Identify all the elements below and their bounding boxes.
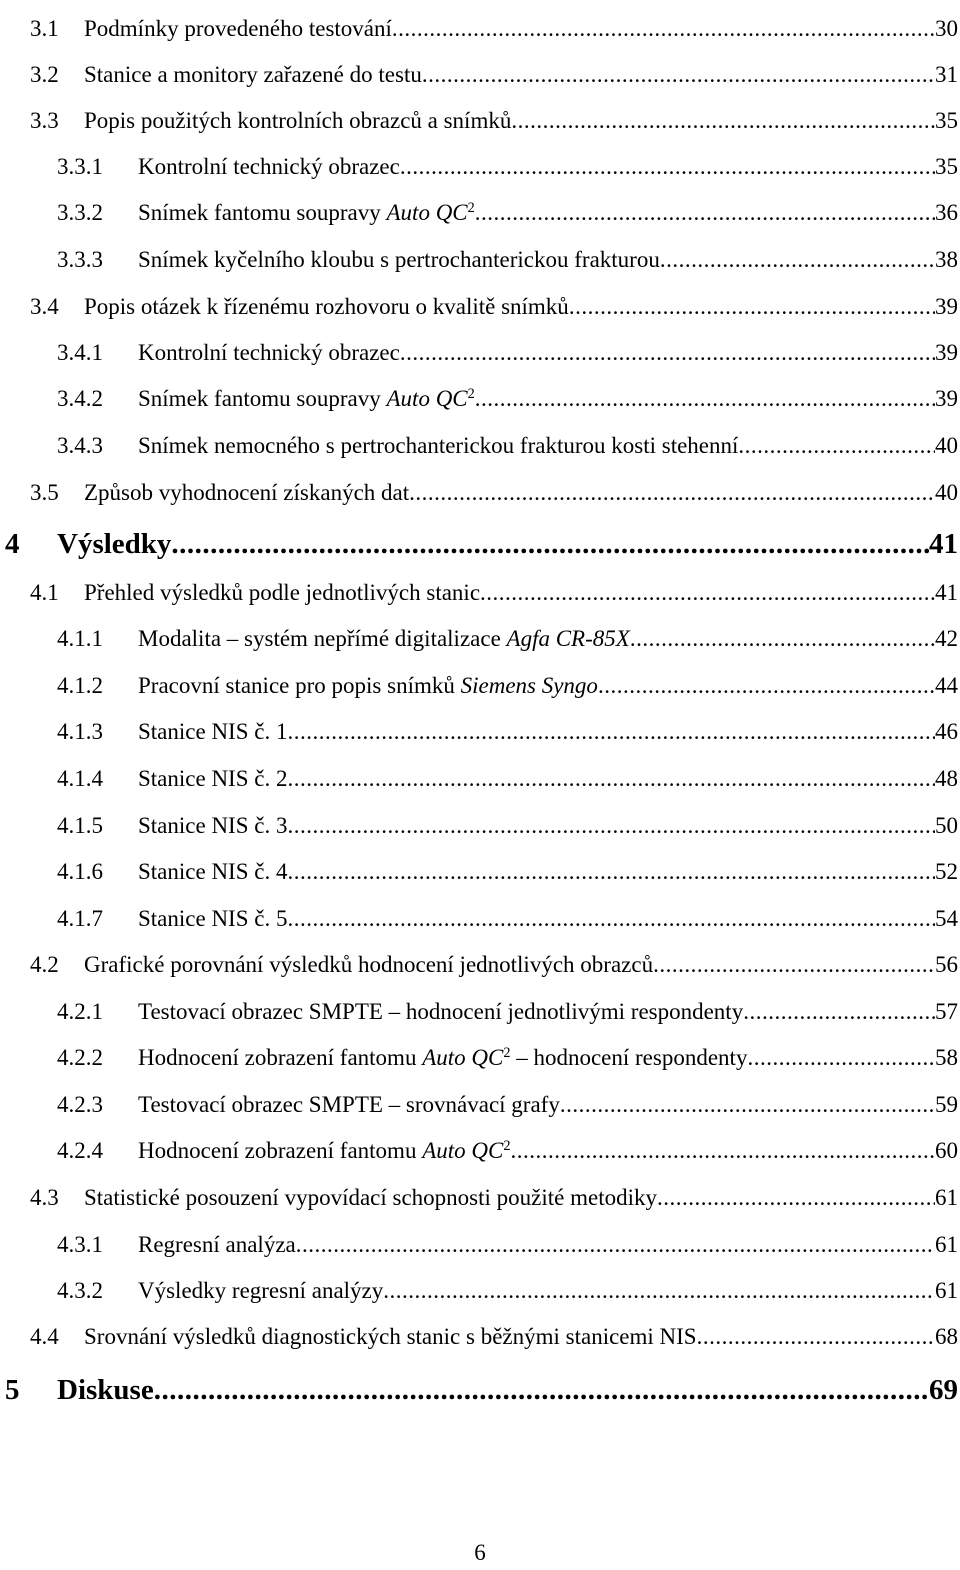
toc-entry[interactable] — [57, 809, 958, 843]
toc-entry-title — [138, 196, 475, 230]
title-text: Kontrolní technický obrazec — [138, 340, 400, 365]
toc-entry-number: 4.2.1 — [57, 999, 103, 1024]
dot-leader — [510, 1134, 935, 1168]
toc-entry-title — [138, 622, 630, 656]
toc-entry[interactable] — [5, 1370, 958, 1410]
toc-entry-title — [138, 382, 475, 416]
toc-entry-title — [138, 1088, 560, 1122]
toc-entry[interactable] — [30, 476, 958, 510]
dot-leader — [569, 290, 935, 324]
superscript: 2 — [467, 200, 475, 217]
dot-leader — [400, 150, 935, 184]
toc-entry[interactable] — [57, 762, 958, 796]
toc-entry-title — [138, 809, 287, 843]
toc-entry[interactable] — [57, 1134, 958, 1168]
toc-entry-page: 38 — [935, 247, 958, 272]
italic-term: Auto QC — [422, 1138, 504, 1163]
toc-entry-number: 4.1.1 — [57, 626, 103, 651]
toc-entry[interactable] — [57, 150, 958, 184]
toc-entry-page: 61 — [935, 1185, 958, 1210]
toc-entry[interactable] — [57, 995, 958, 1029]
toc-entry-number: 4.3 — [30, 1185, 59, 1210]
toc-entry-page: 39 — [935, 386, 958, 411]
toc-entry-page: 54 — [935, 906, 958, 931]
toc-entry[interactable] — [57, 902, 958, 936]
title-text: Grafické porovnání výsledků hodnocení jednotlivých obrazců — [84, 952, 654, 977]
toc-entry-title — [84, 948, 653, 982]
italic-term: Siemens Syngo — [460, 673, 598, 698]
dot-leader — [287, 855, 935, 889]
toc-entry-number: 4.1.7 — [57, 906, 103, 931]
toc-entry-number: 3.4 — [30, 294, 59, 319]
title-text: Výsledky — [57, 528, 172, 560]
toc-entry-page: 68 — [935, 1324, 958, 1349]
toc-entry[interactable] — [57, 243, 958, 277]
dot-leader — [287, 762, 935, 796]
toc-entry-title — [138, 150, 400, 184]
superscript: 2 — [503, 1138, 511, 1155]
dot-leader — [630, 622, 935, 656]
dot-leader — [409, 476, 935, 510]
toc-entry[interactable] — [30, 948, 958, 982]
toc-entry-page: 40 — [935, 480, 958, 505]
toc-entry-title — [84, 104, 511, 138]
toc-entry[interactable] — [57, 622, 958, 656]
title-text: Snímek nemocného s pertrochanterickou frakturou kosti stehenní — [138, 433, 739, 458]
title-text: Popis otázek k řízenému rozhovoru o kvalitě snímků — [84, 294, 569, 319]
toc-entry[interactable] — [57, 336, 958, 370]
toc-entry-number: 4.3.1 — [57, 1232, 103, 1257]
toc-entry-page: 35 — [935, 154, 958, 179]
toc-entry-title — [138, 762, 287, 796]
title-text: Hodnocení zobrazení fantomu — [138, 1045, 423, 1070]
toc-entry-title — [138, 715, 287, 749]
toc-entry-title — [138, 1228, 296, 1262]
toc-entry-title — [84, 476, 409, 510]
title-text: Pracovní stanice pro popis snímků — [138, 673, 461, 698]
title-text: Podmínky provedeného testování — [84, 16, 392, 41]
dot-leader — [743, 995, 935, 1029]
toc-entry-title — [84, 58, 422, 92]
dot-leader — [480, 576, 935, 610]
dot-leader — [653, 948, 935, 982]
toc-entry[interactable] — [57, 196, 958, 230]
toc-entry-page: 30 — [935, 16, 958, 41]
toc-entry-page: 44 — [935, 673, 958, 698]
toc-entry-page: 39 — [935, 294, 958, 319]
toc-entry[interactable] — [57, 429, 958, 463]
toc-entry[interactable] — [5, 524, 958, 564]
toc-entry-number: 3.3.1 — [57, 154, 103, 179]
toc-entry-number: 3.4.3 — [57, 433, 103, 458]
title-text: Stanice NIS č. 5 — [138, 906, 288, 931]
title-text: – hodnocení respondenty — [510, 1045, 748, 1070]
dot-leader — [475, 382, 935, 416]
toc-entry-page: 50 — [935, 813, 958, 838]
title-text: Popis použitých kontrolních obrazců a snímků — [84, 108, 512, 133]
toc-entry-title — [57, 1370, 154, 1410]
title-text: Přehled výsledků podle jednotlivých stanic — [84, 580, 481, 605]
title-text: Stanice NIS č. 2 — [138, 766, 288, 791]
toc-entry-number: 4.1.6 — [57, 859, 103, 884]
toc-entry-title — [138, 243, 660, 277]
toc-entry-number: 4 — [5, 528, 20, 560]
toc-entry[interactable] — [57, 1274, 958, 1308]
title-text: Snímek fantomu soupravy — [138, 200, 387, 225]
toc-entry-title — [138, 429, 738, 463]
title-text: Srovnání výsledků diagnostických stanic s běžnými stanicemi NIS — [84, 1324, 697, 1349]
toc-entry-number: 3.2 — [30, 62, 59, 87]
title-text: Diskuse — [57, 1374, 154, 1406]
toc-entry[interactable] — [30, 1181, 958, 1215]
dot-leader — [697, 1320, 935, 1354]
toc-entry-number: 3.4.2 — [57, 386, 103, 411]
toc-entry[interactable] — [30, 58, 958, 92]
toc-entry-title — [57, 524, 171, 564]
italic-term: Agfa CR-85X — [506, 626, 630, 651]
toc-entry-number: 4.1.4 — [57, 766, 103, 791]
toc-entry-title — [138, 902, 287, 936]
toc-entry-title — [138, 1041, 747, 1075]
superscript: 2 — [467, 386, 475, 403]
dot-leader — [747, 1041, 935, 1075]
title-text: Statistické posouzení vypovídací schopnosti použité metodiky — [84, 1185, 657, 1210]
toc-entry-number: 4.2 — [30, 952, 59, 977]
title-text: Testovací obrazec SMPTE – srovnávací grafy — [138, 1092, 560, 1117]
toc-entry-title — [138, 1274, 383, 1308]
toc-entry-number: 4.2.3 — [57, 1092, 103, 1117]
toc-entry-page: 41 — [935, 580, 958, 605]
toc-entry[interactable] — [57, 1041, 958, 1075]
toc-entry-number: 3.1 — [30, 16, 59, 41]
toc-entry[interactable] — [57, 715, 958, 749]
title-text: Způsob vyhodnocení získaných dat — [84, 480, 410, 505]
dot-leader — [383, 1274, 935, 1308]
toc-entry-title — [138, 336, 400, 370]
dot-leader — [560, 1088, 935, 1122]
dot-leader — [287, 809, 935, 843]
toc-entry[interactable] — [30, 576, 958, 610]
toc-entry-number: 3.4.1 — [57, 340, 103, 365]
toc-entry-number: 3.3.3 — [57, 247, 103, 272]
toc-entry-page: 48 — [935, 766, 958, 791]
toc-entry-number: 4.1.5 — [57, 813, 103, 838]
dot-leader — [287, 715, 935, 749]
toc-entry-page: 61 — [935, 1232, 958, 1257]
toc-entry-number: 5 — [5, 1374, 20, 1406]
toc-entry-page: 61 — [935, 1278, 958, 1303]
toc-entry-number: 4.2.4 — [57, 1138, 103, 1163]
toc-entry-title — [84, 576, 480, 610]
title-text: Hodnocení zobrazení fantomu — [138, 1138, 423, 1163]
toc-entry-title — [138, 1134, 510, 1168]
dot-leader — [296, 1228, 935, 1262]
toc-entry-page: 40 — [935, 433, 958, 458]
toc-entry[interactable] — [57, 1088, 958, 1122]
toc-entry[interactable] — [57, 669, 958, 703]
title-text: Stanice NIS č. 4 — [138, 859, 288, 884]
toc-entry-title — [84, 1181, 657, 1215]
toc-entry-page: 46 — [935, 719, 958, 744]
toc-entry[interactable] — [57, 382, 958, 416]
toc-entry-page: 57 — [935, 999, 958, 1024]
toc-entry-page: 35 — [935, 108, 958, 133]
toc-entry-number: 4.1 — [30, 580, 59, 605]
italic-term: Auto QC — [386, 200, 468, 225]
italic-term: Auto QC — [386, 386, 468, 411]
dot-leader — [422, 58, 935, 92]
title-text: Kontrolní technický obrazec — [138, 154, 400, 179]
dot-leader — [657, 1181, 935, 1215]
dot-leader — [738, 429, 935, 463]
toc-entry-title — [84, 12, 392, 46]
toc-entry-number: 3.3 — [30, 108, 59, 133]
toc-entry[interactable] — [57, 1228, 958, 1262]
dot-leader — [392, 12, 935, 46]
title-text: Stanice NIS č. 3 — [138, 813, 288, 838]
toc-entry[interactable] — [57, 855, 958, 889]
toc-entry[interactable] — [30, 1320, 958, 1354]
toc-entry[interactable] — [30, 290, 958, 324]
toc-entry-number: 4.1.3 — [57, 719, 103, 744]
toc-entry-page: 59 — [935, 1092, 958, 1117]
title-text: Výsledky regresní analýzy — [138, 1278, 384, 1303]
toc-entry-number: 4.1.2 — [57, 673, 103, 698]
toc-entry-page: 39 — [935, 340, 958, 365]
dot-leader — [660, 243, 935, 277]
toc-entry-page: 42 — [935, 626, 958, 651]
dot-leader — [475, 196, 935, 230]
toc-entry-number: 4.4 — [30, 1324, 59, 1349]
dot-leader — [400, 336, 935, 370]
title-text: Stanice a monitory zařazené do testu — [84, 62, 422, 87]
title-text: Regresní analýza — [138, 1232, 296, 1257]
title-text: Snímek kyčelního kloubu s pertrochanterickou frakturou — [138, 247, 660, 272]
title-text: Snímek fantomu soupravy — [138, 386, 387, 411]
toc-entry-title — [138, 669, 598, 703]
superscript: 2 — [503, 1045, 511, 1062]
toc-entry[interactable] — [30, 104, 958, 138]
toc-entry-number: 4.2.2 — [57, 1045, 103, 1070]
dot-leader — [171, 524, 929, 564]
toc-entry-page: 41 — [929, 528, 958, 560]
toc-entry-page: 56 — [935, 952, 958, 977]
toc-entry-page: 31 — [935, 62, 958, 87]
toc-entry-number: 4.3.2 — [57, 1278, 103, 1303]
toc-entry-page: 36 — [935, 200, 958, 225]
toc-entry-title — [84, 1320, 697, 1354]
toc-entry-number: 3.5 — [30, 480, 59, 505]
title-text: Stanice NIS č. 1 — [138, 719, 288, 744]
toc-entry-number: 3.3.2 — [57, 200, 103, 225]
toc-entry-page: 58 — [935, 1045, 958, 1070]
toc-entry-page: 60 — [935, 1138, 958, 1163]
dot-leader — [598, 669, 935, 703]
toc-entry-title — [138, 995, 743, 1029]
title-text: Testovací obrazec SMPTE – hodnocení jednotlivými respondenty — [138, 999, 744, 1024]
toc-entry-page: 52 — [935, 859, 958, 884]
toc-entry-title — [138, 855, 287, 889]
page-number: 6 — [474, 1540, 486, 1565]
toc-entry[interactable] — [30, 12, 958, 46]
title-text: Modalita – systém nepřímé digitalizace — [138, 626, 507, 651]
toc-entry-title — [84, 290, 569, 324]
dot-leader — [287, 902, 935, 936]
italic-term: Auto QC — [422, 1045, 504, 1070]
dot-leader — [154, 1370, 929, 1410]
toc-entry-page: 69 — [929, 1374, 958, 1406]
dot-leader — [511, 104, 935, 138]
